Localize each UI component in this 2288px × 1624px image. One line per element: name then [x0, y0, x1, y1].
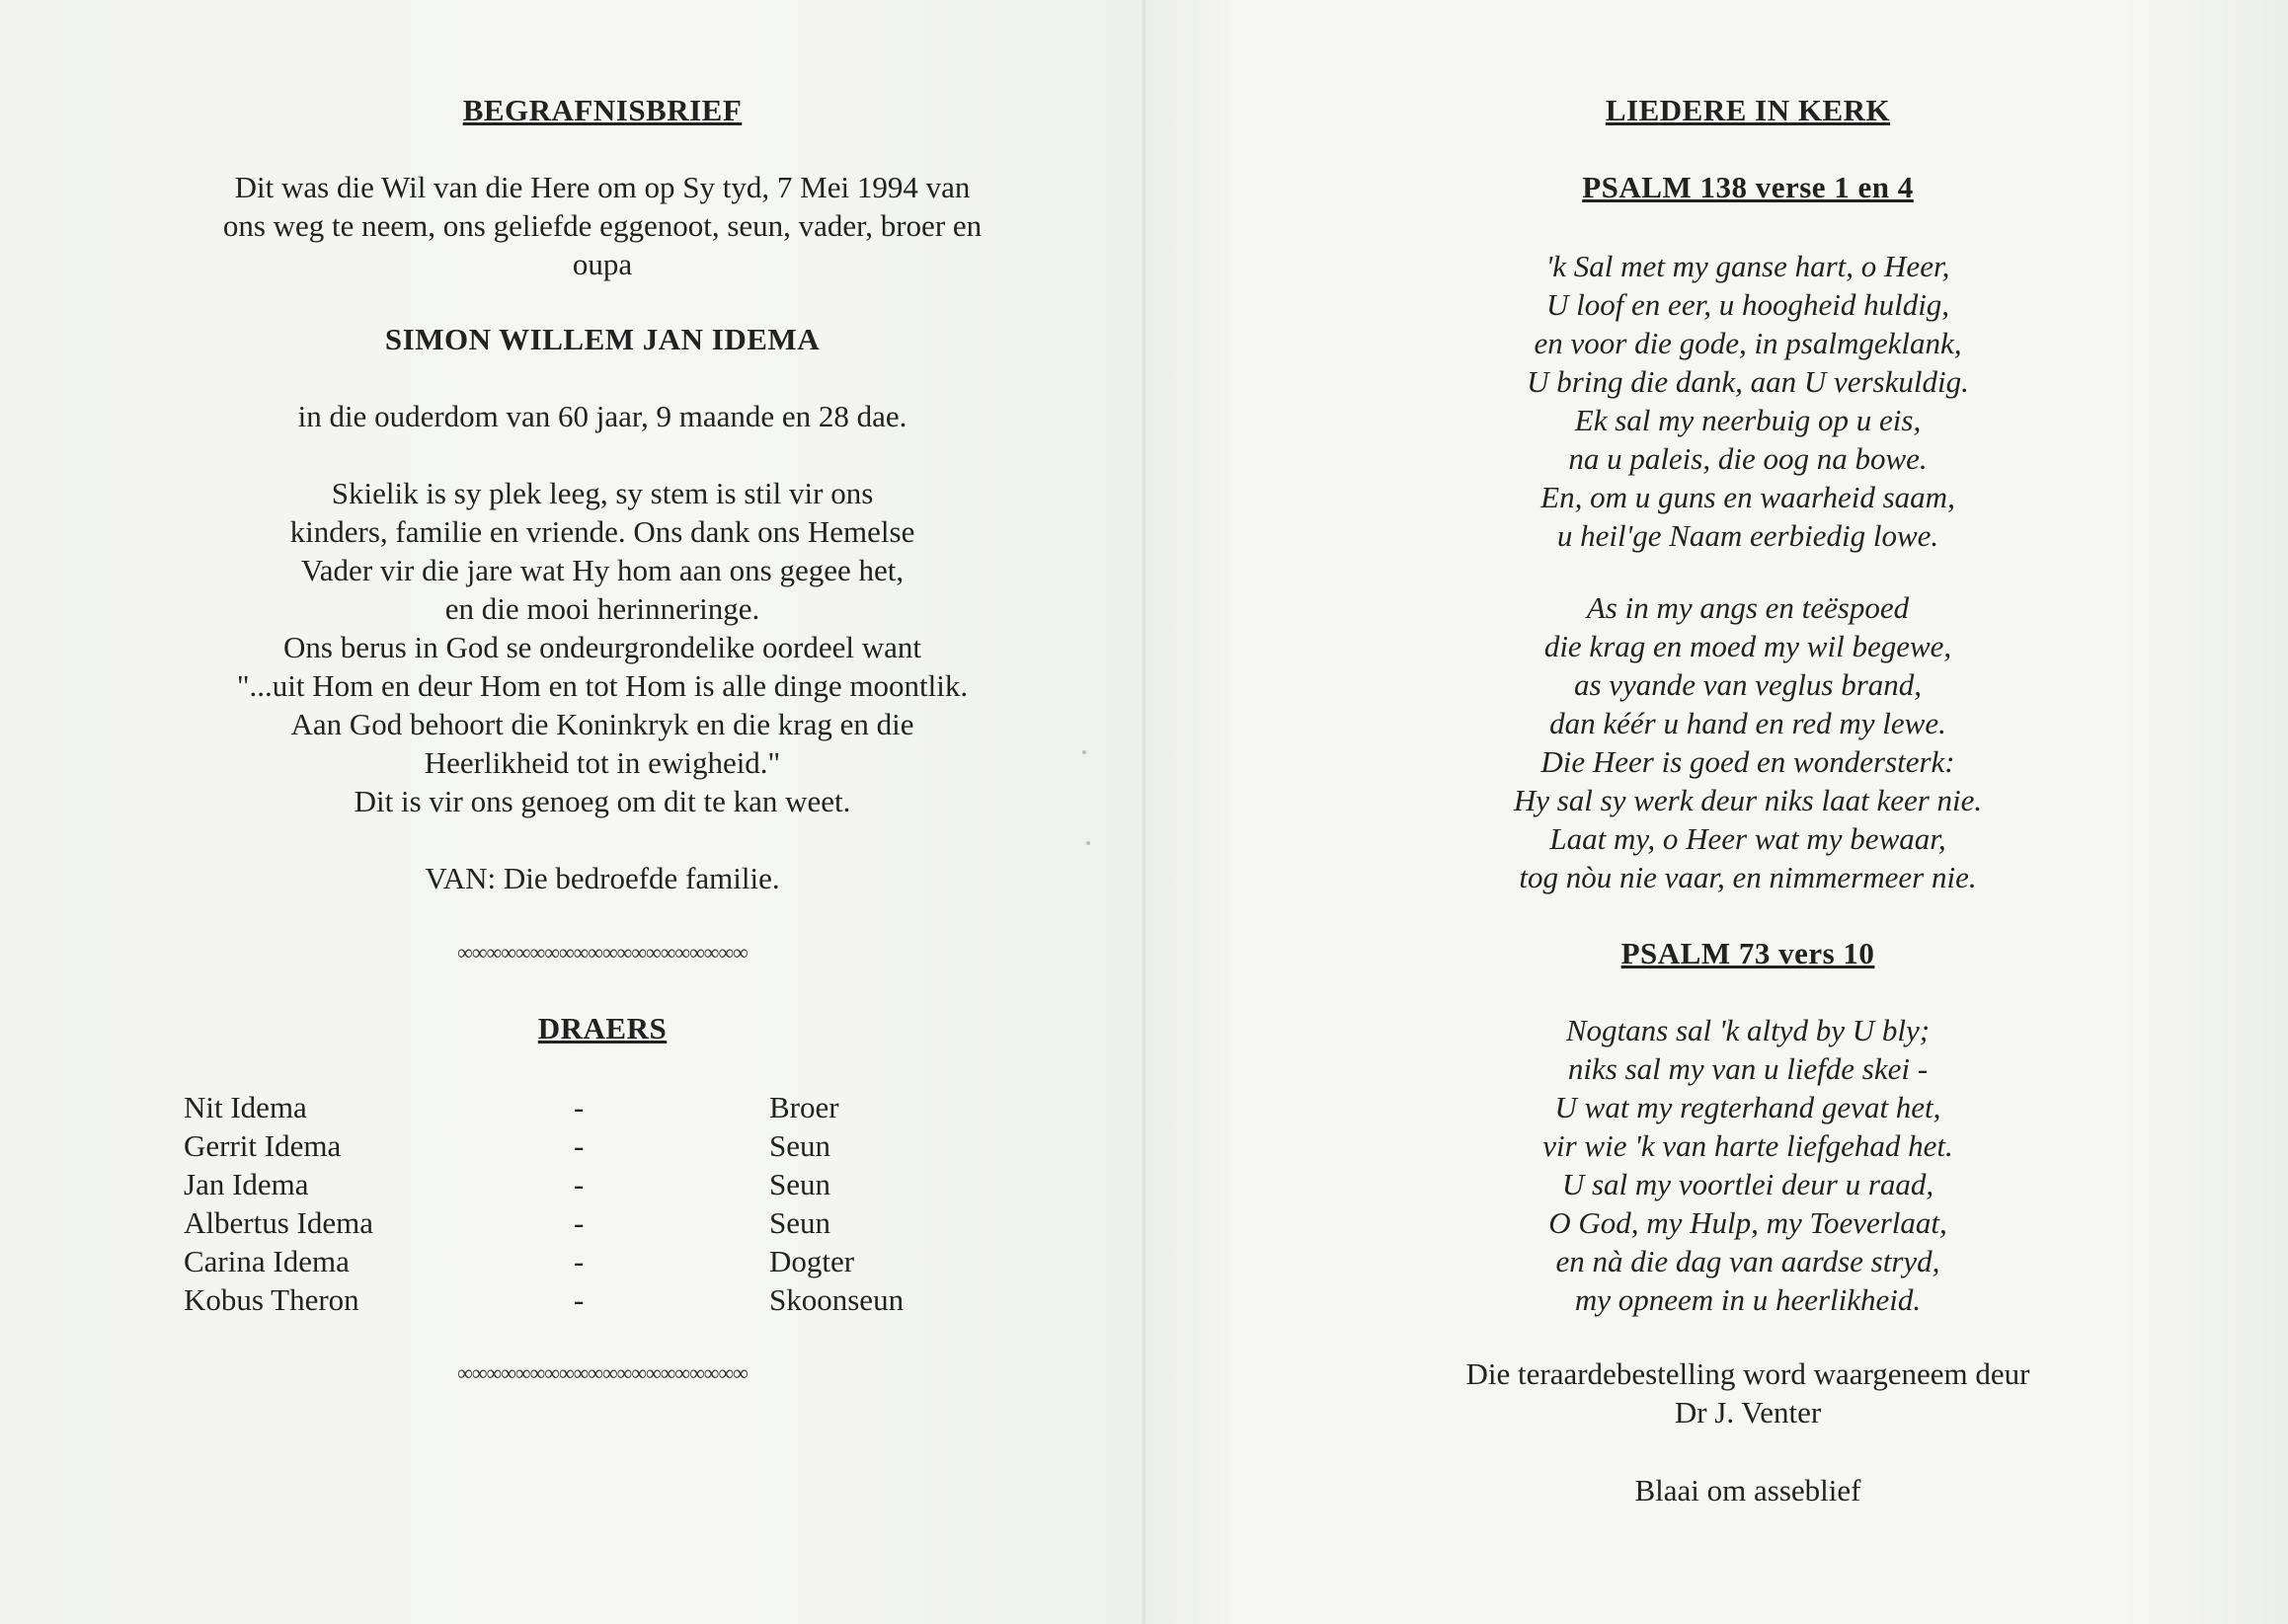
bearer-dash: - — [574, 1244, 585, 1278]
bearer-name: Nit Idema — [184, 1090, 307, 1124]
bearers-title: DRAERS — [537, 1011, 668, 1045]
psalm-73-stanza — [1145, 1011, 2288, 1319]
message-line: Ons berus in God se ondeurgrondelike oordeel want — [283, 630, 921, 664]
message-line: Vader vir die jare wat Hy hom aan ons gegee het, — [300, 553, 905, 587]
list-item — [184, 1203, 954, 1242]
bearer-name: Carina Idema — [184, 1244, 350, 1278]
officiant-line: Die teraardebestelling word waargeneem deur — [1465, 1356, 2030, 1391]
verse-line: my opneem in u heerlikheid. — [1574, 1282, 1922, 1317]
bearer-dash: - — [574, 1205, 585, 1240]
message-line: Aan God behoort die Koninkryk en die krag en die — [290, 707, 914, 741]
bearer-name: Gerrit Idema — [184, 1128, 342, 1163]
verse-line: tog nòu nie vaar, en nimmermeer nie. — [1519, 860, 1977, 894]
bearer-name: Kobus Theron — [184, 1282, 359, 1317]
ornament-divider: ∞∞∞∞∞∞∞∞∞∞∞∞∞∞∞∞∞∞∞∞ — [457, 940, 748, 965]
bearer-name: Albertus Idema — [184, 1205, 373, 1240]
bearer-relation: Broer — [769, 1090, 839, 1124]
bearer-dash: - — [574, 1167, 585, 1201]
ornament-divider-bottom: ∞∞∞∞∞∞∞∞∞∞∞∞∞∞∞∞∞∞∞∞ — [457, 1360, 748, 1385]
verse-line: As in my angs en teëspoed — [1586, 590, 1910, 625]
list-item — [184, 1242, 954, 1280]
verse-line: U sal my voortlei deur u raad, — [1561, 1167, 1934, 1201]
bearer-relation: Skoonseun — [769, 1282, 905, 1317]
verse-line: niks sal my van u liefde skei - — [1567, 1051, 1929, 1086]
bearer-dash: - — [574, 1090, 585, 1124]
psalm-138-title: PSALM 138 verse 1 en 4 — [1582, 170, 1914, 204]
verse-line: U loof en eer, u hoogheid huldig, — [1545, 287, 1950, 322]
officiant-name: Dr J. Venter — [1674, 1395, 1822, 1430]
deceased-name: SIMON WILLEM JAN IDEMA — [384, 322, 821, 356]
bearer-dash: - — [574, 1282, 585, 1317]
age-line: in die ouderdom van 60 jaar, 9 maande en 28 dae. — [297, 399, 907, 433]
bearer-dash: - — [574, 1128, 585, 1163]
message-line: kinders, familie en vriende. Ons dank ons Hemelse — [289, 514, 915, 549]
verse-line: u heil'ge Naam eerbiedig lowe. — [1556, 518, 1939, 553]
psalm-138-stanza-1 — [1145, 247, 2288, 555]
verse-line: Hy sal sy werk deur niks laat keer nie. — [1513, 783, 1983, 817]
paper-speck — [1086, 841, 1090, 845]
bearer-relation: Seun — [769, 1167, 830, 1201]
verse-line: en voor die gode, in psalmgeklank, — [1534, 326, 1962, 360]
turn-over-note: Blaai om asseblief — [1634, 1473, 1861, 1508]
verse-line: 'k Sal met my ganse hart, o Heer, — [1545, 249, 1950, 283]
list-item — [184, 1280, 954, 1319]
bearer-relation: Seun — [769, 1205, 830, 1240]
verse-line: U bring die dank, aan U verskuldig. — [1527, 364, 1969, 399]
message-line: "...uit Hom en deur Hom en tot Hom is alle dinge moontlik. — [236, 668, 969, 703]
bearers-list — [184, 1088, 954, 1319]
verse-line: vir wie 'k van harte liefgehad het. — [1542, 1128, 1953, 1163]
verse-line: Nogtans sal 'k altyd by U bly; — [1565, 1013, 1931, 1047]
intro-line: oupa — [572, 247, 633, 281]
psalm-73-title: PSALM 73 vers 10 — [1620, 936, 1875, 970]
verse-line: Laat my, o Heer wat my bewaar, — [1549, 821, 1946, 856]
verse-line: O God, my Hulp, my Toeverlaat, — [1548, 1205, 1947, 1240]
verse-line: U wat my regterhand gevat het, — [1554, 1090, 1941, 1124]
from-line: VAN: Die bedroefde familie. — [425, 861, 780, 895]
officiant-paragraph — [1145, 1354, 2288, 1431]
verse-line: as vyande van veglus brand, — [1573, 667, 1923, 702]
verse-line: dan kéér u hand en red my lewe. — [1549, 706, 1946, 740]
verse-line: Die Heer is goed en wondersterk: — [1540, 744, 1955, 779]
church-songs-title: LIEDERE IN KERK — [1605, 93, 1891, 127]
verse-line: die krag en moed my wil begewe, — [1543, 629, 1952, 663]
psalm-138-stanza-2 — [1145, 588, 2288, 896]
message-line: Heerlikheid tot in ewigheid." — [424, 745, 781, 780]
funeral-letter-title: BEGRAFNISBRIEF — [462, 93, 743, 127]
intro-line: Dit was die Wil van die Here om op Sy tyd, 7 Mei 1994 van — [234, 170, 971, 204]
verse-line: Ek sal my neerbuig op u eis, — [1574, 403, 1922, 437]
bearer-relation: Seun — [769, 1128, 830, 1163]
paper-speck — [1082, 750, 1086, 754]
list-item — [184, 1126, 954, 1165]
list-item — [184, 1165, 954, 1203]
verse-line: en nà die dag van aardse stryd, — [1555, 1244, 1940, 1278]
bearer-name: Jan Idema — [184, 1167, 309, 1201]
right-page — [1145, 0, 2288, 1624]
verse-line: En, om u guns en waarheid saam, — [1540, 480, 1955, 514]
verse-line: na u paleis, die oog na bowe. — [1568, 441, 1928, 476]
message-line: Dit is vir ons genoeg om dit te kan weet. — [354, 784, 851, 818]
intro-paragraph — [0, 168, 1205, 283]
list-item — [184, 1088, 954, 1126]
message-line: en die mooi herinneringe. — [444, 591, 760, 626]
bearer-relation: Dogter — [769, 1244, 855, 1278]
message-line: Skielik is sy plek leeg, sy stem is stil vir ons — [331, 476, 874, 510]
message-paragraph — [0, 474, 1205, 820]
intro-line: ons weg te neem, ons geliefde eggenoot, seun, vader, broer en — [222, 208, 983, 243]
